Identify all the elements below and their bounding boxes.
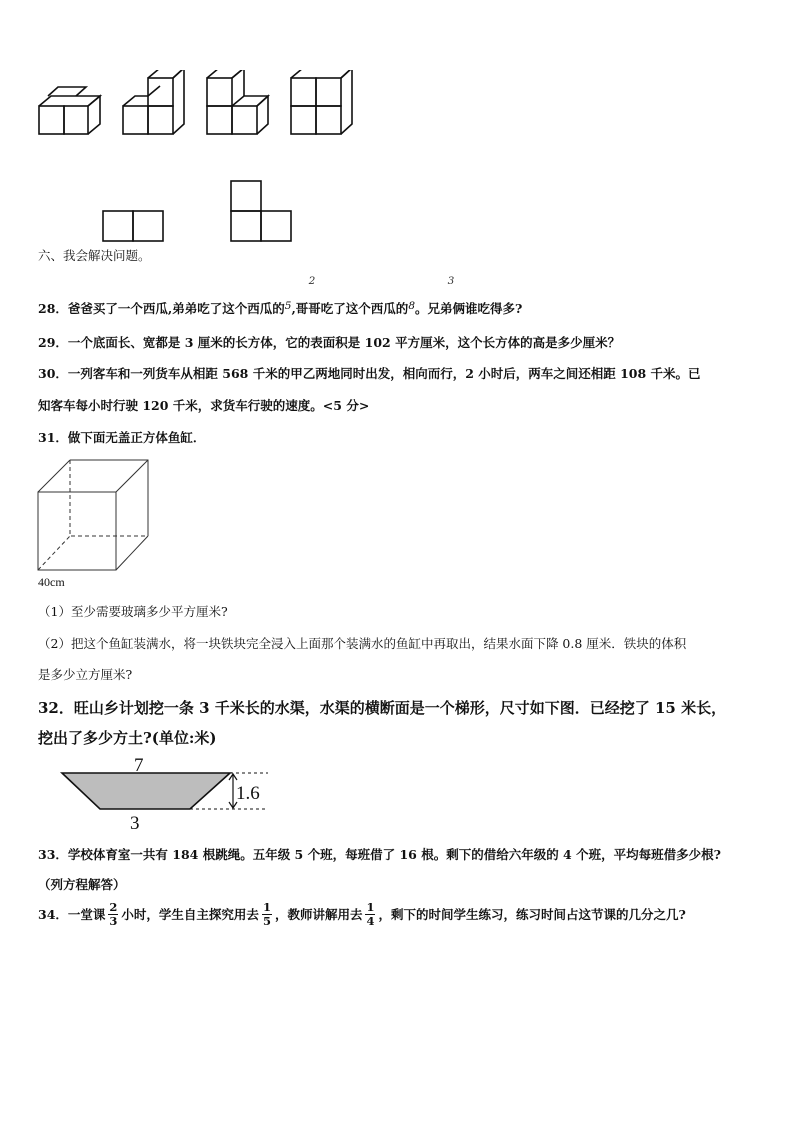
cube-figure-2 xyxy=(123,70,184,134)
cube-figure-3 xyxy=(207,70,268,134)
view-figure-1 xyxy=(103,211,163,241)
cube-figures xyxy=(30,70,370,150)
trapezoid-bottom-label: 3 xyxy=(130,813,140,832)
question-31-title: 31．做下面无盖正方体鱼缸． xyxy=(38,430,206,445)
open-cube-edge-label: 40cm xyxy=(38,575,65,589)
q28-number: 28． xyxy=(38,301,68,316)
view-figure-2 xyxy=(231,181,291,241)
q34-frac2 xyxy=(262,901,272,927)
q28-frac1-den: 5 xyxy=(284,300,292,312)
q34-frac2-num: 1 xyxy=(262,900,271,914)
question-30-line1: 30．一列客车和一列货车从相距 568 千米的甲乙两地同时出发，相向而行，2 小时后，两车之间还相距 108 千米。已 xyxy=(38,366,701,381)
q28-frac1-num: 2 xyxy=(308,275,316,287)
q28-text-2: ,哥哥吃了这个西瓜的 xyxy=(291,301,409,316)
question-30-line2: 知客车每小时行驶 120 千米，求货车行驶的速度。<5 分> xyxy=(38,398,370,413)
q28-frac2-num: 3 xyxy=(447,275,455,287)
question-31-sub2-line1: （2）把这个鱼缸装满水，将一块铁块完全浸入上面那个装满水的鱼缸中再取出，结果水面下降 0.8 厘米．铁块的体积 xyxy=(38,636,687,651)
q34-frac3-den: 4 xyxy=(366,913,375,928)
question-31-sub2-line2: 是多少立方厘米? xyxy=(38,667,133,682)
q28-text-1: 爸爸买了一个西瓜,弟弟吃了这个西瓜的 xyxy=(67,301,285,316)
q34-frac3 xyxy=(365,901,375,927)
question-32-line1: 32．旺山乡计划挖一条 3 千米长的水渠，水渠的横断面是一个梯形，尺寸如下图．已经挖了 15 米长， xyxy=(38,699,727,717)
question-33-line1: 33．学校体育室一共有 184 根跳绳。五年级 5 个班，每班借了 16 根。剩下的借给六年级的 4 个班，平均每班借多少根? xyxy=(38,847,721,862)
q34-text-3: ，教师讲解用去 xyxy=(274,907,363,923)
q34-frac1-num: 2 xyxy=(109,900,118,914)
question-29: 29．一个底面长、宽都是 3 厘米的长方体，它的表面积是 102 平方厘米，这个长方体的高是多少厘米？ xyxy=(38,335,621,350)
q34-text-1: 34．一堂课 xyxy=(38,907,106,923)
question-28 xyxy=(38,299,522,317)
q34-frac1 xyxy=(108,901,118,927)
q34-text-2: 小时，学生自主探究用去 xyxy=(121,907,259,923)
question-31-sub1: （1）至少需要玻璃多少平方厘米? xyxy=(38,604,228,619)
q28-text-3: 。兄弟俩谁吃得多? xyxy=(415,301,523,316)
section-title: 六、我会解决问题。 xyxy=(38,248,151,263)
trapezoid-figure xyxy=(50,752,280,832)
q28-frac2-den: 8 xyxy=(408,300,415,312)
question-32-line2: 挖出了多少方土?(单位:米) xyxy=(38,729,217,747)
question-33-line2: （列方程解答） xyxy=(38,877,126,892)
question-34 xyxy=(38,901,686,927)
cube-figure-4 xyxy=(291,70,352,134)
q34-text-4: ，剩下的时间学生练习，练习时间占这节课的几分之几? xyxy=(378,907,686,923)
q34-frac3-num: 1 xyxy=(366,900,375,914)
trapezoid-shape xyxy=(62,773,230,809)
q34-frac2-den: 5 xyxy=(262,913,271,928)
view-figures xyxy=(95,175,305,245)
cube-figure-1 xyxy=(39,87,100,134)
q34-frac1-den: 3 xyxy=(109,913,118,928)
trapezoid-height-label: 1.6 xyxy=(236,783,260,804)
open-cube-figure xyxy=(30,452,160,592)
trapezoid-top-label: 7 xyxy=(134,755,144,776)
